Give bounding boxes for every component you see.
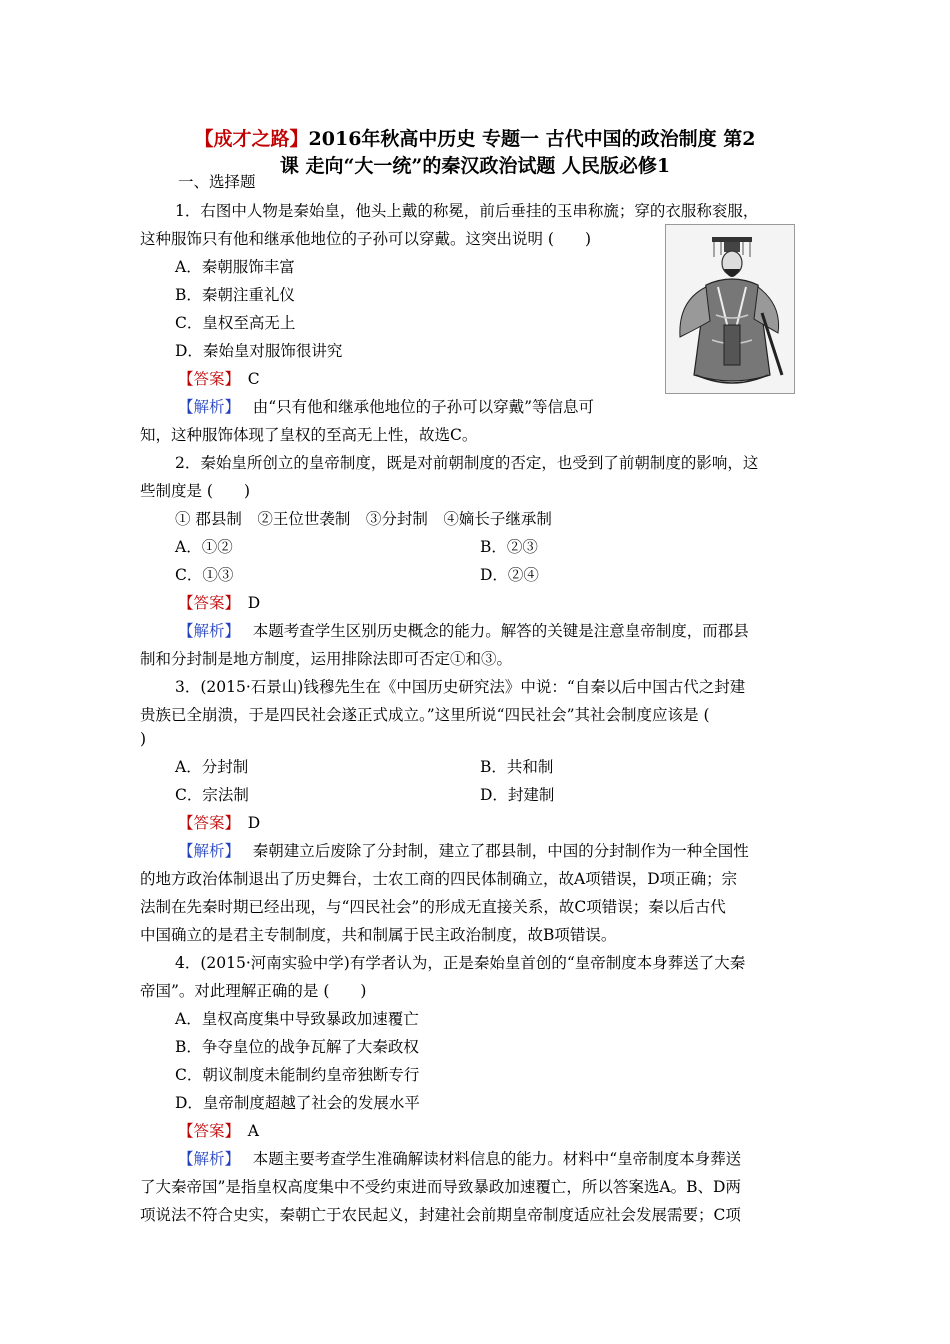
q3-explanation-line-2: 的地方政治体制退出了历史舞台，士农工商的四民体制确立，故A项错误，D项正确；宗	[140, 870, 738, 888]
q4-answer	[178, 1120, 259, 1142]
q2-explanation-line-2: 制和分封制是地方制度，运用排除法即可否定①和③。	[140, 650, 513, 668]
q2-stem-line-2: 些制度是 ( )	[140, 482, 251, 500]
explain-label: 【解析】	[178, 842, 233, 860]
q3-answer-value: D	[247, 814, 261, 832]
q2-answer-value: D	[247, 594, 261, 612]
q3-option-c: C．宗法制	[175, 786, 249, 804]
q3-stem-line-1: 3．(2015·石景山)钱穆先生在《中国历史研究法》中说：“自秦以后中国古代之封建	[175, 678, 746, 696]
q4-stem-line-1: 4．(2015·河南实验中学)有学者认为，正是秦始皇首创的“皇帝制度本身葬送了大秦	[175, 954, 746, 972]
q1-option-a: A．秦朝服饰丰富	[175, 258, 295, 276]
q1-stem-line-1: 1．右图中人物是秦始皇，他头上戴的称冕，前后垂挂的玉串称旒；穿的衣服称衮服，	[175, 202, 759, 220]
explain-label: 【解析】	[178, 398, 233, 416]
q1-answer-value: C	[247, 370, 260, 388]
q3-option-a: A．分封制	[175, 758, 249, 776]
q4-answer-value: A	[247, 1122, 259, 1140]
q2-stem-line-1: 2．秦始皇所创立的皇帝制度，既是对前朝制度的否定，也受到了前朝制度的影响，这	[175, 454, 759, 472]
answer-label: 【答案】	[178, 1122, 233, 1140]
answer-label: 【答案】	[178, 370, 233, 388]
q1-explanation-line-2: 知，这种服饰体现了皇权的至高无上性，故选C。	[140, 426, 478, 444]
q4-option-c: C．朝议制度未能制约皇帝独断专行	[175, 1066, 420, 1084]
q3-explanation-line-3: 法制在先秦时期已经出现，与“四民社会”的形成无直接关系，故C项错误；秦以后古代	[140, 898, 726, 916]
q4-option-a: A．皇权高度集中导致暴政加速覆亡	[175, 1010, 419, 1028]
title-line-2: 课 走向“大一统”的秦汉政治试题 人民版必修1	[279, 155, 671, 177]
q2-option-a: A．①②	[175, 538, 233, 556]
section-heading: 一、选择题	[178, 173, 256, 191]
q3-explanation-line-4: 中国确立的是君主专制制度，共和制属于民主政治制度，故B项错误。	[140, 926, 617, 944]
emperor-figure-icon	[666, 225, 794, 393]
q1-stem-line-2: 这种服饰只有他和继承他地位的子孙可以穿戴。这突出说明 ( )	[140, 230, 592, 248]
q3-option-b: B．共和制	[480, 758, 554, 776]
title-line-1: 【成才之路】2016年秋高中历史 专题一 古代中国的政治制度 第2	[194, 128, 756, 150]
q2-items: ① 郡县制 ②王位世袭制 ③分封制 ④嫡长子继承制	[175, 510, 552, 528]
q1-option-d: D．秦始皇对服饰很讲究	[175, 342, 343, 360]
q4-stem-line-2: 帝国”。对此理解正确的是 ( )	[140, 982, 367, 1000]
q4-option-d: D．皇帝制度超越了社会的发展水平	[175, 1094, 420, 1112]
explain-label: 【解析】	[178, 622, 233, 640]
q3-answer	[178, 812, 260, 834]
q4-explanation-line-1: 【解析】 本题主要考查学生准确解读材料信息的能力。材料中“皇帝制度本身葬送	[178, 1150, 742, 1168]
q2-option-d: D．②④	[480, 566, 539, 584]
q2-explanation-line-1: 【解析】 本题考查学生区别历史概念的能力。解答的关键是注意皇帝制度，而郡县	[178, 622, 749, 640]
q4-explanation-line-3: 项说法不符合史实，秦朝亡于农民起义，封建社会前期皇帝制度适应社会发展需要；C项	[140, 1206, 741, 1224]
q1-answer	[178, 368, 260, 390]
q3-stem-line-2: 贵族已全崩溃，于是四民社会遂正式成立。”这里所说“四民社会”其社会制度应该是 (	[140, 706, 710, 724]
q3-option-d: D．封建制	[480, 786, 555, 804]
q2-answer	[178, 592, 260, 614]
q4-option-b: B．争夺皇位的战争瓦解了大秦政权	[175, 1038, 419, 1056]
explain-label: 【解析】	[178, 1150, 233, 1168]
q1-option-b: B．秦朝注重礼仪	[175, 286, 295, 304]
q2-option-b: B．②③	[480, 538, 538, 556]
qin-shihuang-illustration	[665, 224, 795, 394]
q1-explanation-line-1: 【解析】 由“只有他和继承他地位的子孙可以穿戴”等信息可	[178, 398, 595, 416]
q4-explanation-line-2: 了大秦帝国”是指皇权高度集中不受约束进而导致暴政加速覆亡，所以答案选A。B、D两	[140, 1178, 741, 1196]
title-bracket: 【成才之路】	[194, 128, 309, 150]
q3-explanation-line-1: 【解析】 秦朝建立后废除了分封制，建立了郡县制，中国的分封制作为一种全国性	[178, 842, 749, 860]
q3-stem-line-3: )	[140, 730, 147, 748]
answer-label: 【答案】	[178, 594, 233, 612]
q2-option-c: C．①③	[175, 566, 234, 584]
answer-label: 【答案】	[178, 814, 233, 832]
q1-option-c: C．皇权至高无上	[175, 314, 296, 332]
